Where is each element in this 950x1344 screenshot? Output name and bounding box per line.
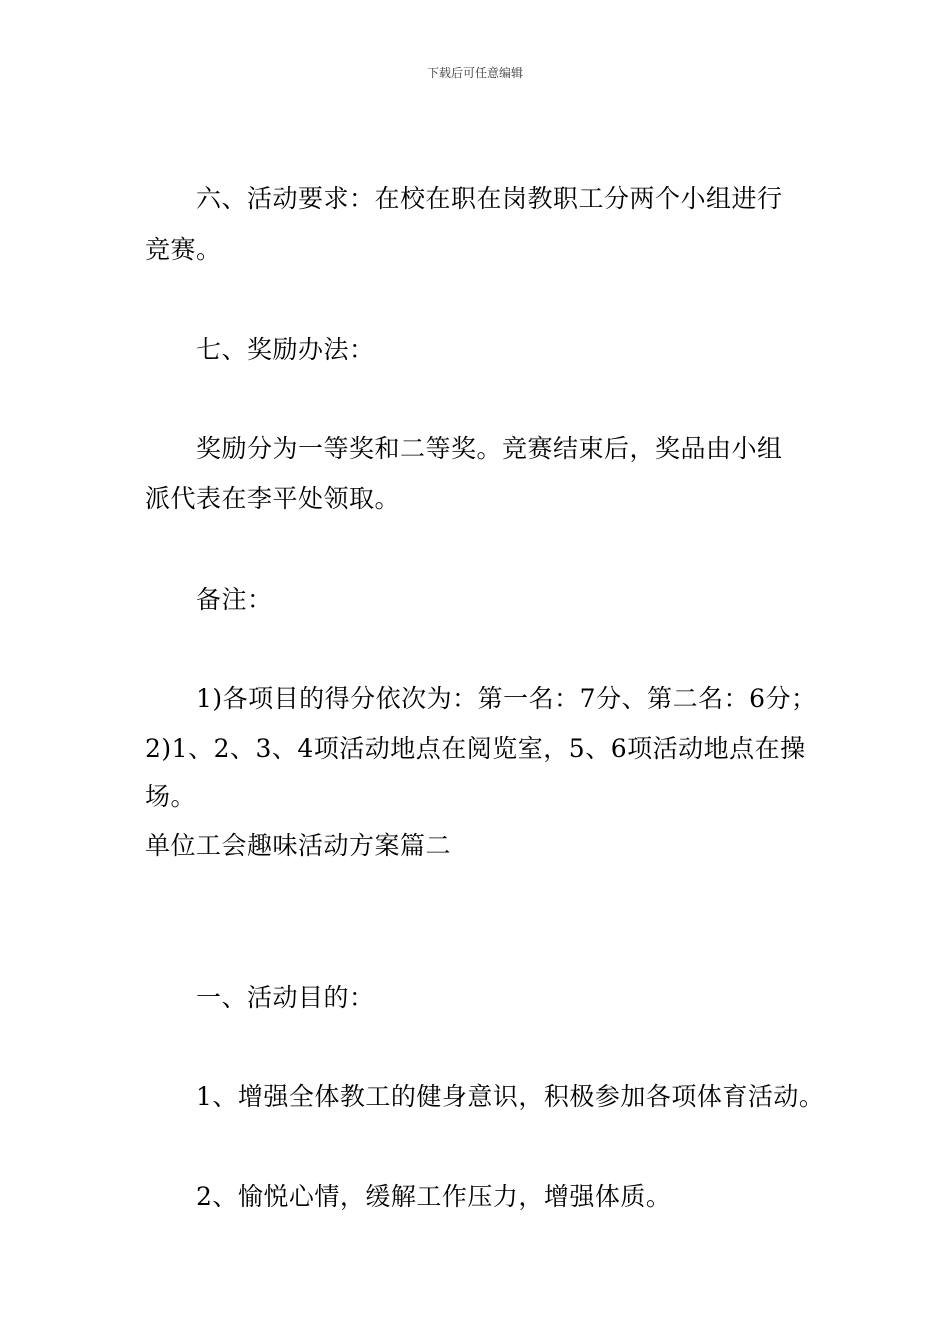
note-line-2-cont: 场。: [145, 782, 197, 811]
paragraph-line-requirements: 六、活动要求：在校在职在岗教职工分两个小组进行: [196, 184, 783, 213]
note-line-1: 1)各项目的得分依次为：第一名：7分、第二名：6分；: [196, 684, 817, 713]
section-heading-purpose: 一、活动目的：: [196, 983, 375, 1012]
section-heading-notes: 备注：: [196, 585, 273, 614]
paragraph-line-competition: 竞赛。: [145, 235, 222, 264]
purpose-item-1: 1、增强全体教工的健身意识，积极参加各项体育活动。: [196, 1082, 825, 1111]
note-line-2: 2)1、2、3、4项活动地点在阅览室，5、6项活动地点在操: [145, 734, 806, 763]
purpose-item-2: 2、愉悦心情，缓解工作压力，增强体质。: [196, 1182, 672, 1211]
page-header: 下载后可任意编辑: [426, 66, 523, 80]
section-title-part-two: 单位工会趣味活动方案篇二: [145, 831, 452, 860]
paragraph-line-rewards-cont: 派代表在李平处领取。: [145, 484, 401, 513]
section-heading-rewards: 七、奖励办法：: [196, 335, 375, 364]
paragraph-line-rewards: 奖励分为一等奖和二等奖。竞赛结束后，奖品由小组: [196, 434, 783, 463]
